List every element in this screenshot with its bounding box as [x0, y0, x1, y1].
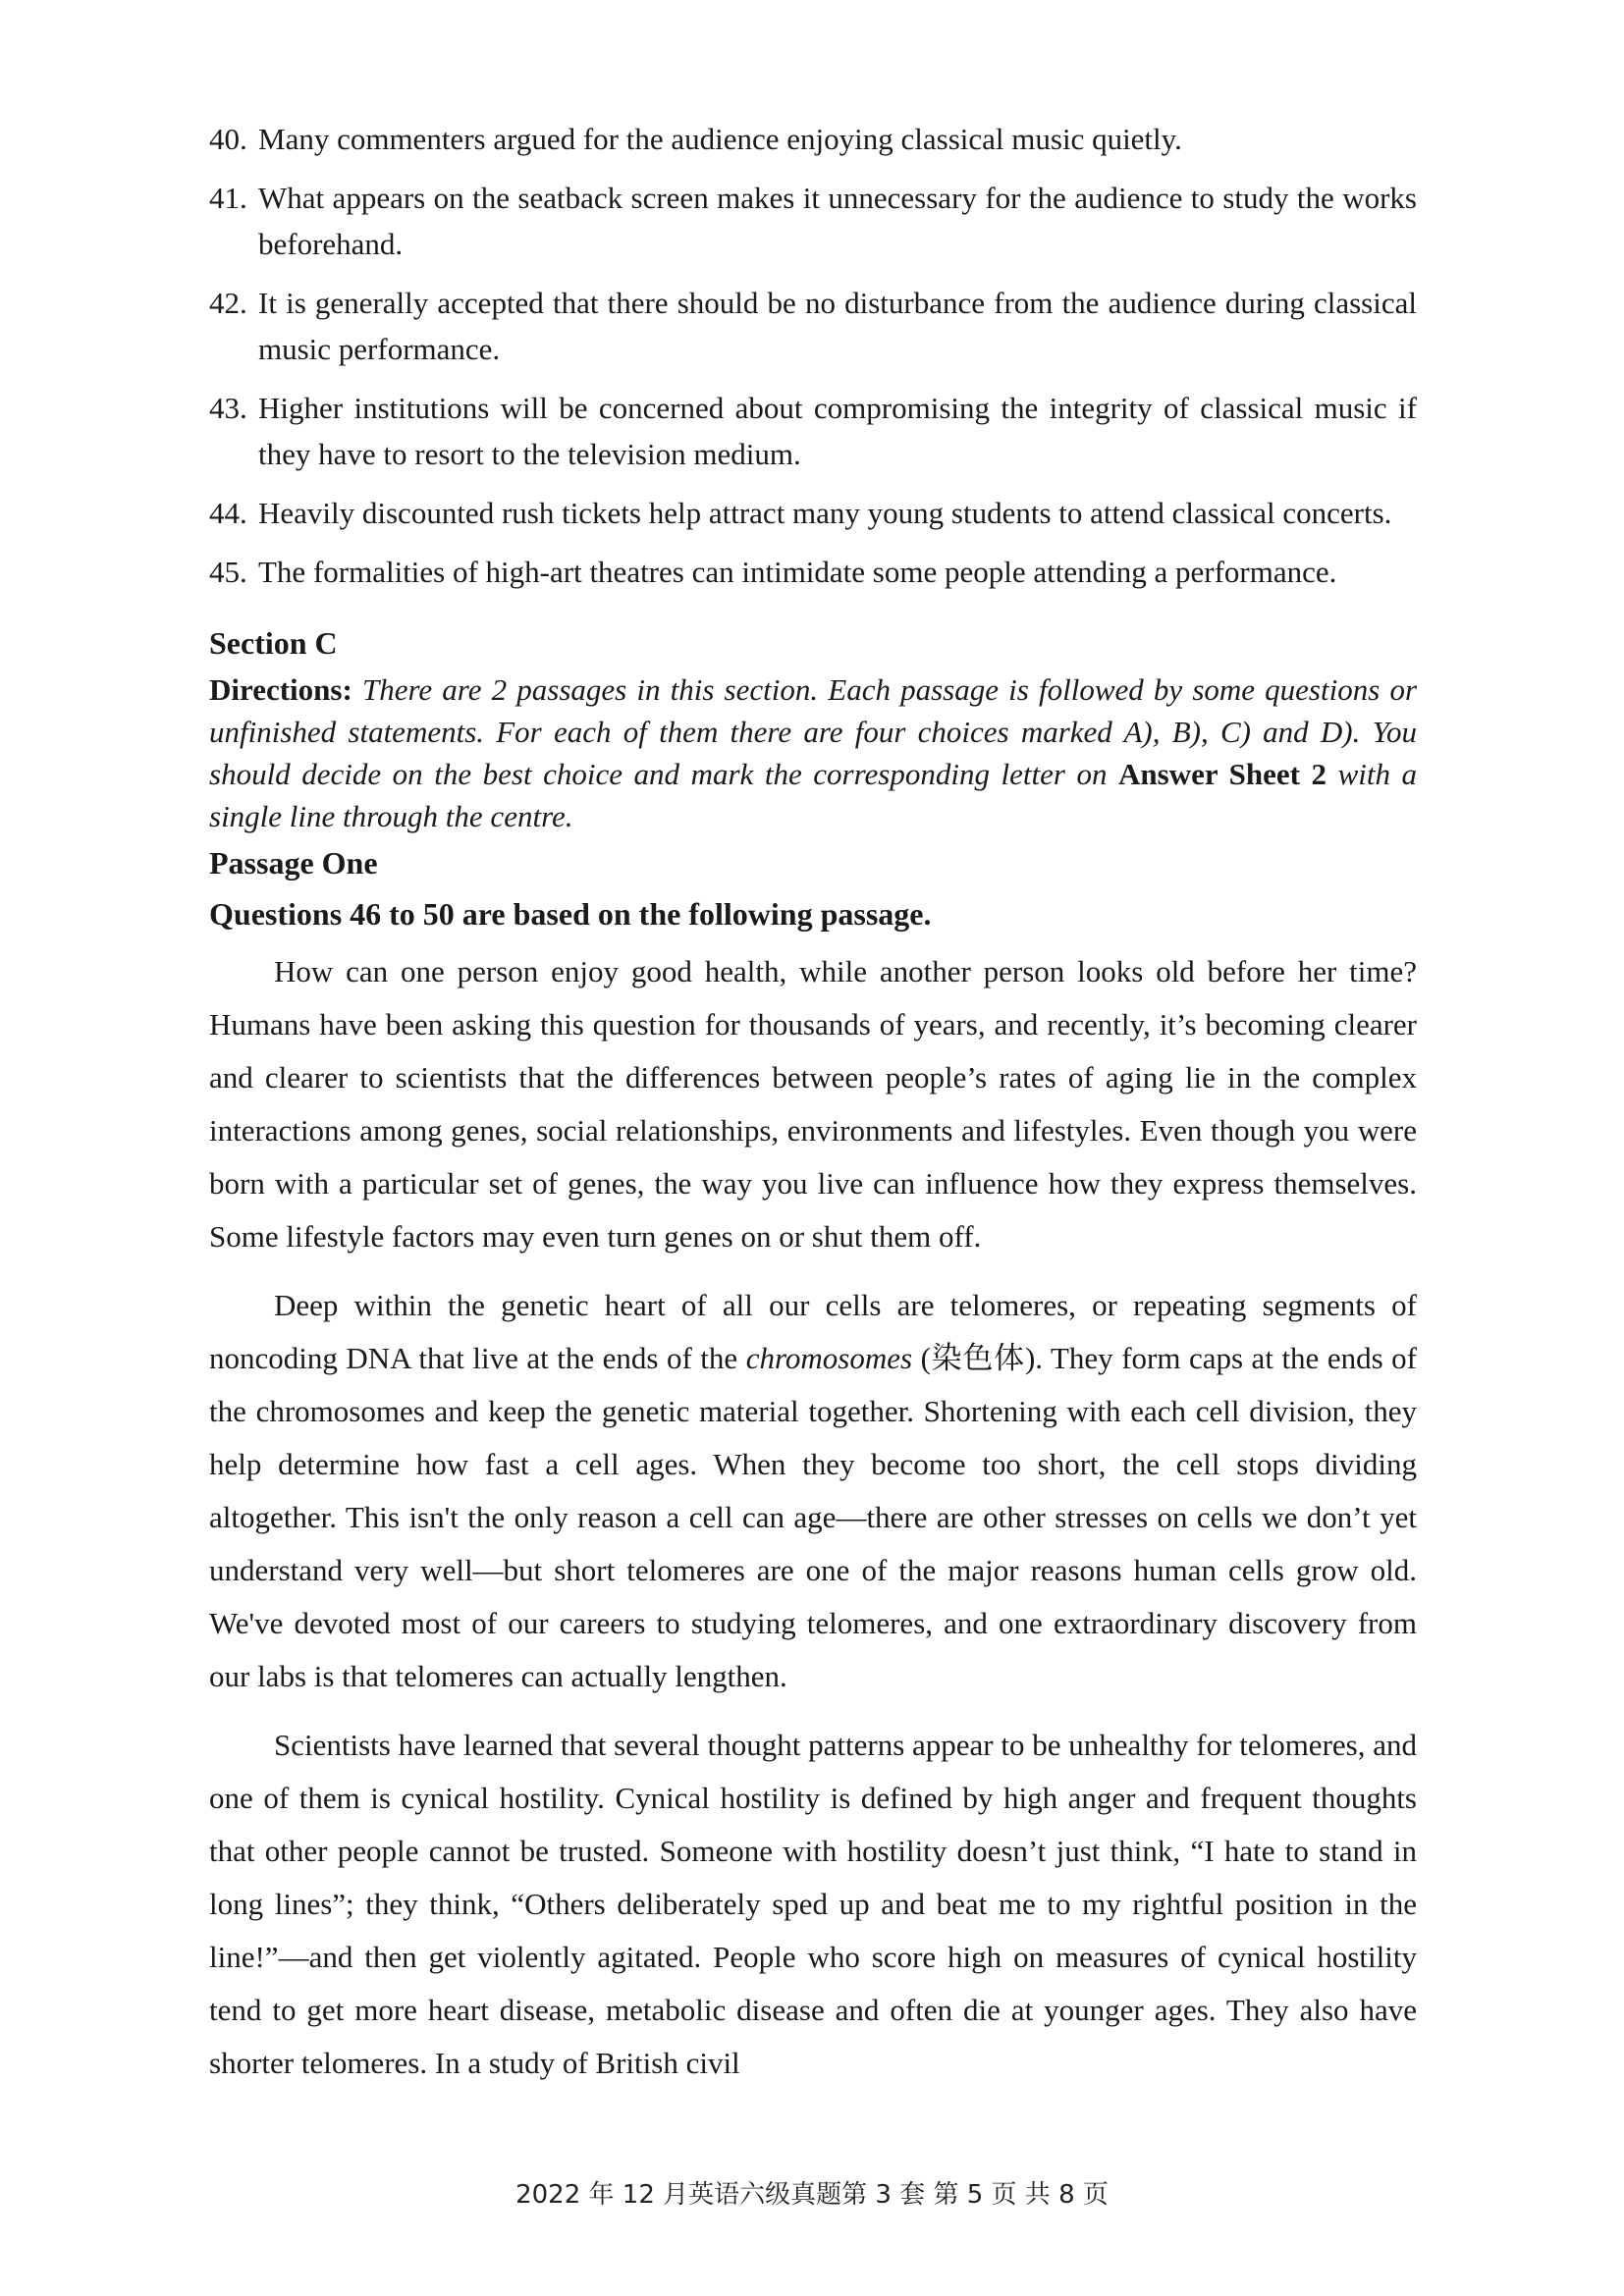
question-item: [209, 280, 1417, 372]
passage-subtitle: Questions 46 to 50 are based on the following passage.: [209, 896, 932, 932]
passage-paragraph: Scientists have learned that several thought patterns appear to be unhealthy for telomeres, and one of them is cynical hostility. Cynical hostility is defined by high anger and frequent thoughts that other people cannot be trusted. Someone with hostility doesn’t just think, “I hate to stand in long lines”; they think, “Others deliberately sped up and beat me to my rightful position in the line!”—and then get violently agitated. People who score high on measures of cynical hostility tend to get more heart disease, metabolic disease and often die at younger ages. They also have shorter telomeres. In a study of British civil: [209, 1728, 1417, 2080]
question-number: 41.: [209, 181, 247, 215]
question-number: 43.: [209, 391, 247, 425]
exam-page: [209, 116, 1417, 2106]
question-item: [209, 385, 1417, 477]
directions: [209, 668, 1417, 837]
question-text: Heavily discounted rush tickets help attract many young students to attend classical concerts.: [258, 496, 1392, 530]
question-text: It is generally accepted that there should be no disturbance from the audience during classical music performance.: [258, 286, 1417, 366]
directions-text: There are 2 passages in this section. Each passage is followed by some questions or unfinished statements. For each of them there are four choices marked A), B), C) and D). You should decide on the best choice and mark the corresponding letter on: [209, 672, 1418, 791]
question-item: [209, 490, 1417, 536]
section-title: Section C: [209, 625, 338, 661]
question-item: [209, 116, 1417, 162]
page-footer: 2022 年 12 月英语六级真题第 3 套 第 5 页 共 8 页: [515, 2180, 1109, 2210]
passage-paragraph: How can one person enjoy good health, while another person looks old before her time? Humans have been asking this question for thousands of years, and recently, it’s becoming clearer and clearer to scientists that the differences between people’s rates of aging lie in the complex interactions among genes, social relationships, environments and lifestyles. Even though you were born with a particular set of genes, the way you live can influence how they express themselves. Some lifestyle factors may even turn genes on or shut them off.: [209, 954, 1417, 1254]
passage-title: Passage One: [209, 845, 378, 881]
question-number: 44.: [209, 496, 247, 530]
question-text: What appears on the seatback screen makes it unnecessary for the audience to study the works beforehand.: [258, 181, 1417, 261]
question-item: [209, 175, 1417, 267]
answer-sheet-label: Answer Sheet 2: [1118, 757, 1326, 791]
paragraph-text: (染色体). They form caps at the ends of the chromosomes and keep the genetic material together. Shortening with each cell division, they help determine how fast a cell ages. When they become too short, the cell stops dividing altogether. This isn't the only reason a cell can age—there are other stresses on cells we don’t yet understand very well—but short telomeres are one of the major reasons human cells grow old. We've devoted most of our careers to studying telomeres, and one extraordinary discovery from our labs is that telomeres can actually lengthen.: [209, 1341, 1417, 1693]
italic-term: chromosomes: [745, 1341, 913, 1375]
question-text: The formalities of high-art theatres can intimidate some people attending a performance.: [258, 555, 1337, 589]
passage-paragraph: [209, 1279, 1417, 1703]
paragraph-text: Deep within the genetic heart of all our cells are telomeres, or repeating segments of noncoding DNA that live at the ends of the: [209, 1288, 1417, 1375]
question-number: 40.: [209, 122, 247, 156]
question-item: [209, 549, 1417, 595]
question-text: Higher institutions will be concerned about compromising the integrity of classical music if they have to resort to the television medium.: [258, 391, 1417, 471]
question-number: 45.: [209, 555, 247, 589]
question-number: 42.: [209, 286, 247, 320]
question-text: Many commenters argued for the audience enjoying classical music quietly.: [258, 122, 1182, 156]
directions-label: Directions:: [209, 672, 352, 707]
question-list: [209, 116, 1417, 595]
directions-text-end: with a single line through the centre.: [209, 757, 1418, 833]
